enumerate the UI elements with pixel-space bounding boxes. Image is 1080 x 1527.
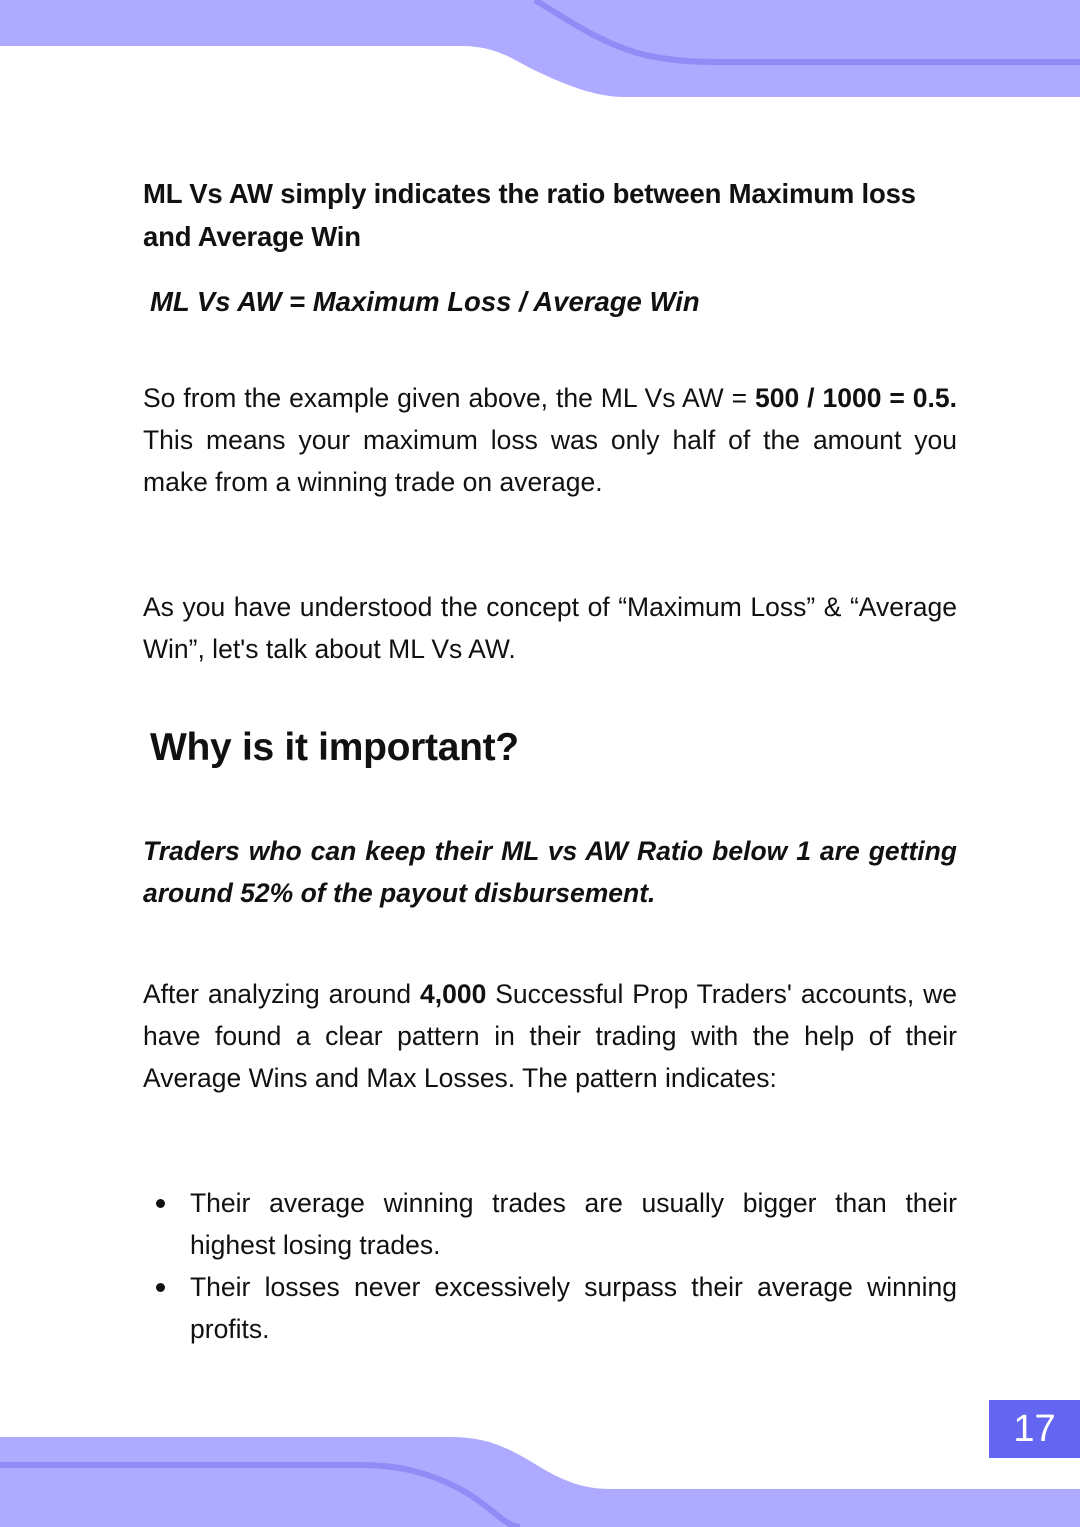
concept-paragraph: As you have understood the concept of “Maximum Loss” & “Average Win”, let's talk about ML Vs AW. [143,592,957,664]
list-item [143,1266,957,1350]
bullet-icon [156,1283,165,1292]
example-tail: This means your maximum loss was only half of the amount you make from a winning trade on average. [143,425,957,497]
analysis-paragraph [143,973,957,1099]
pattern-list [143,1182,957,1350]
example-lead: So from the example given above, the ML Vs AW = [143,383,756,413]
list-item-text: Their average winning trades are usually bigger than their highest losing trades. [190,1188,957,1260]
analysis-count: 4,000 [420,979,487,1009]
analysis-tail: Successful Prop Traders' accounts, we have found a clear pattern in their trading with the help of their Average Wins and Max Losses. The pattern indicates: [143,979,957,1093]
intro-definition: ML Vs AW simply indicates the ratio between Maximum loss and Average Win [143,178,916,252]
key-finding-callout: Traders who can keep their ML vs AW Ratio below 1 are getting around 52% of the payout disbursement. [143,836,957,908]
example-calculation: 500 / 1000 = 0.5. [755,383,957,413]
bottom-wave-decoration [0,1437,1080,1527]
example-paragraph [143,377,957,503]
bullet-icon [156,1199,165,1208]
top-wave-decoration [0,0,1080,110]
section-heading: Why is it important? [150,726,519,769]
formula: ML Vs AW = Maximum Loss / Average Win [150,286,700,317]
analysis-lead: After analyzing around [143,979,421,1009]
page-number-badge: 17 [989,1400,1080,1458]
list-item-text: Their losses never excessively surpass their average winning profits. [190,1272,957,1344]
list-item [143,1182,957,1266]
